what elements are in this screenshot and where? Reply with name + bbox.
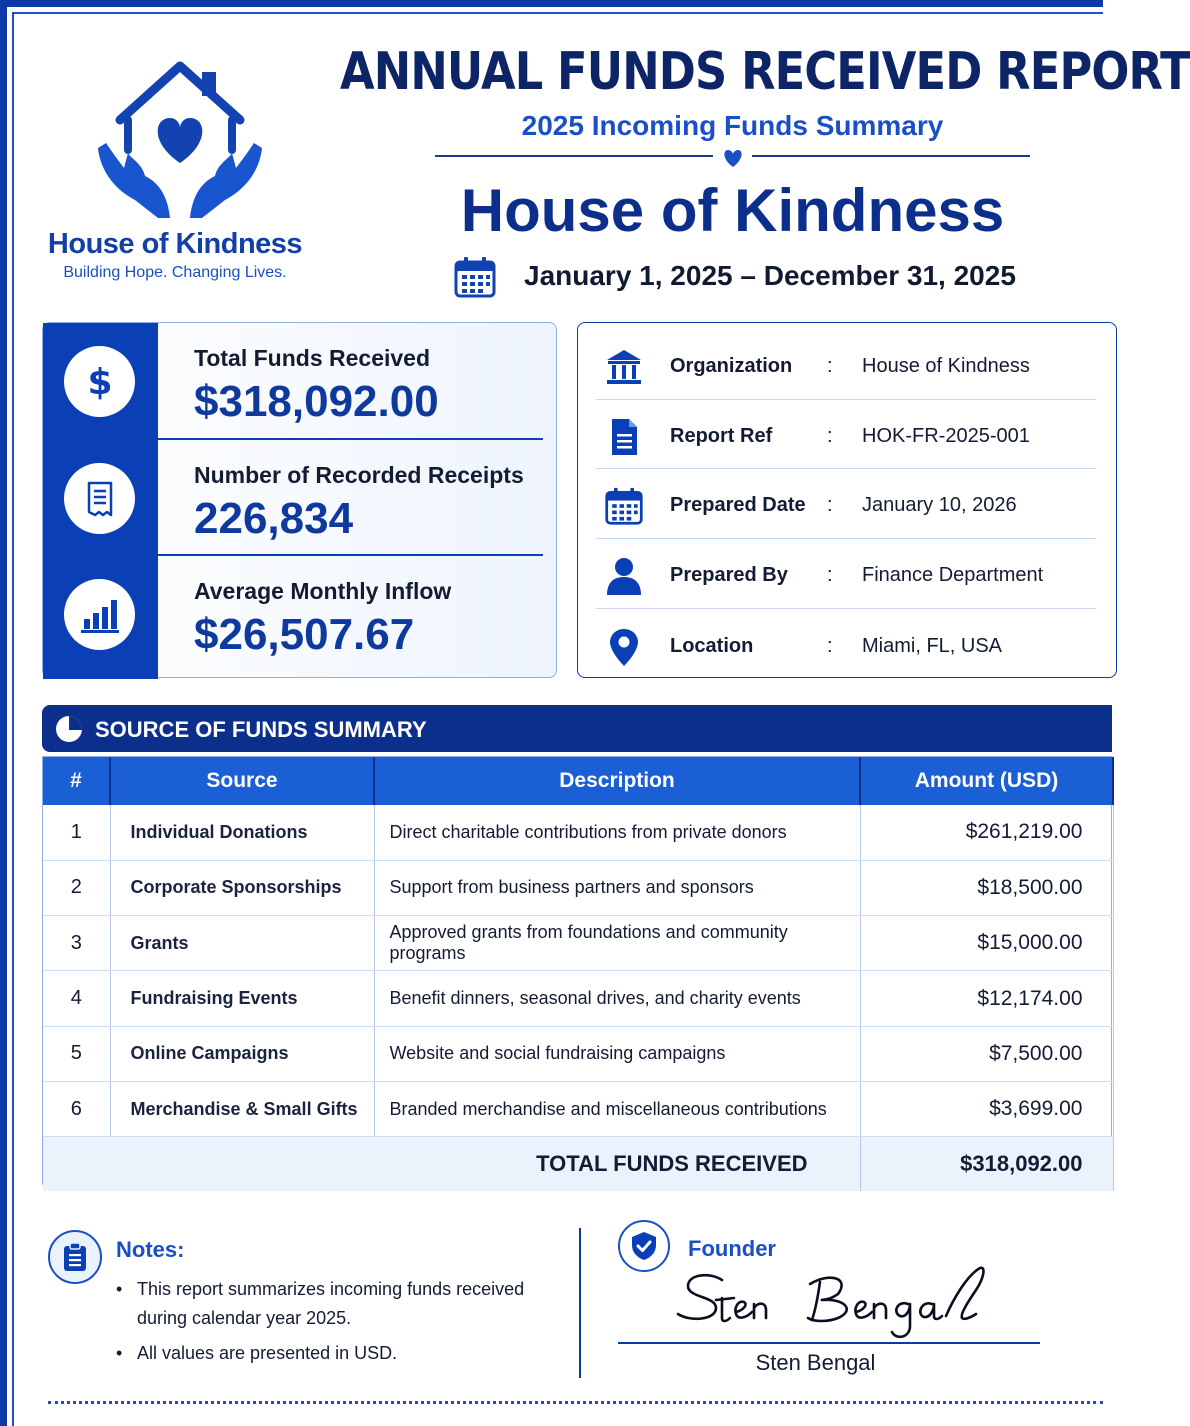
stat-icon-circle	[64, 463, 135, 534]
stat-label: Average Monthly Inflow	[194, 578, 452, 604]
row-source: Fundraising Events	[110, 971, 374, 1026]
info-separator: :	[827, 635, 833, 657]
frame-border-left	[0, 0, 7, 1426]
signature-line	[618, 1342, 1040, 1344]
frame-inner-line-left	[12, 12, 14, 1426]
row-description: Approved grants from foundations and community programs	[374, 916, 860, 971]
organization-logo	[40, 58, 320, 298]
table-row	[43, 971, 1113, 1026]
document-icon	[604, 417, 644, 457]
info-row-prepared-by	[596, 540, 1096, 610]
row-number: 6	[43, 1081, 110, 1136]
row-number: 3	[43, 916, 110, 971]
column-header-number: #	[43, 757, 110, 805]
row-description: Support from business partners and sponsors	[374, 860, 860, 915]
frame-border-top	[0, 0, 1103, 7]
row-source: Grants	[110, 916, 374, 971]
report-subtitle: 2025 Incoming Funds Summary	[521, 110, 944, 141]
notes-title: Notes:	[116, 1237, 185, 1262]
stat-label: Total Funds Received	[194, 345, 431, 371]
stat-icon-circle	[64, 579, 135, 650]
row-description: Benefit dinners, seasonal drives, and charity events	[374, 971, 860, 1026]
info-divider	[596, 468, 1096, 469]
info-divider	[596, 608, 1096, 609]
total-label: TOTAL FUNDS RECEIVED	[43, 1137, 860, 1191]
column-header-amount: Amount (USD)	[860, 757, 1113, 805]
info-value: HOK-FR-2025-001	[862, 425, 1030, 447]
row-amount: $7,500.00	[860, 1026, 1113, 1081]
table-row	[43, 1026, 1113, 1081]
section-title: SOURCE OF FUNDS SUMMARY	[95, 717, 427, 742]
location-pin-icon	[604, 627, 644, 667]
frame-inner-line-top	[12, 12, 1103, 14]
info-row-organization	[596, 331, 1096, 401]
logo-tagline: Building Hope. Changing Lives.	[63, 264, 287, 281]
row-number: 5	[43, 1026, 110, 1081]
summary-stats-panel	[42, 322, 557, 678]
receipt-icon	[80, 479, 120, 519]
house-hands-heart-icon	[90, 58, 270, 223]
row-number: 2	[43, 860, 110, 915]
divider-line-right	[752, 155, 1030, 157]
pie-chart-icon	[54, 714, 84, 744]
stat-average-monthly-inflow	[43, 556, 558, 672]
stat-value: $26,507.67	[194, 610, 415, 659]
row-amount: $12,174.00	[860, 971, 1113, 1026]
table-row	[43, 916, 1113, 971]
info-label: Report Ref	[670, 425, 773, 447]
calendar-icon	[453, 255, 497, 299]
source-section-header	[42, 705, 1112, 752]
info-value: House of Kindness	[862, 355, 1030, 377]
logo-name: House of Kindness	[47, 228, 303, 260]
column-header-source: Source	[110, 757, 374, 805]
info-divider	[596, 399, 1096, 400]
organization-title: House of Kindness	[460, 177, 1005, 244]
info-separator: :	[827, 425, 833, 447]
table-row	[43, 1081, 1113, 1136]
notes-list	[116, 1275, 546, 1374]
report-title: ANNUAL FUNDS RECEIVED REPORT	[340, 42, 1190, 102]
row-number: 1	[43, 805, 110, 860]
svg-text:$: $	[86, 361, 113, 403]
row-source: Online Campaigns	[110, 1026, 374, 1081]
row-amount: $261,219.00	[860, 805, 1113, 860]
calendar-icon	[604, 486, 644, 526]
row-source: Individual Donations	[110, 805, 374, 860]
row-source: Corporate Sponsorships	[110, 860, 374, 915]
table-row	[43, 860, 1113, 915]
stat-value: $318,092.00	[194, 377, 439, 426]
report-info-panel	[577, 322, 1117, 678]
clipboard-icon	[61, 1242, 89, 1272]
row-source: Merchandise & Small Gifts	[110, 1081, 374, 1136]
bank-icon	[604, 347, 644, 387]
shield-check-icon	[630, 1231, 658, 1261]
info-value: January 10, 2026	[862, 494, 1017, 516]
note-item: • All values are presented in USD.	[116, 1339, 546, 1368]
founder-title: Founder	[688, 1236, 776, 1261]
info-label: Location	[670, 635, 754, 657]
stat-total-funds	[43, 323, 558, 439]
stat-recorded-receipts	[43, 440, 558, 556]
table-header-row	[43, 757, 1113, 805]
notes-icon-badge	[48, 1230, 102, 1284]
info-value: Finance Department	[862, 564, 1044, 586]
row-amount: $18,500.00	[860, 860, 1113, 915]
person-icon	[604, 556, 644, 596]
row-amount: $15,000.00	[860, 916, 1113, 971]
row-description: Branded merchandise and miscellaneous contributions	[374, 1081, 860, 1136]
info-value: Miami, FL, USA	[862, 635, 1003, 657]
stat-label: Number of Recorded Receipts	[194, 462, 524, 488]
stat-icon-circle	[64, 346, 135, 417]
column-header-description: Description	[374, 757, 860, 805]
handwritten-signature	[660, 1262, 1000, 1342]
info-row-prepared-date	[596, 470, 1096, 540]
info-label: Organization	[670, 355, 793, 377]
note-item: • This report summarizes incoming funds received during calendar year 2025.	[116, 1275, 546, 1333]
table-row	[43, 805, 1113, 860]
row-description: Website and social fundraising campaigns	[374, 1026, 860, 1081]
bar-chart-icon	[78, 595, 122, 635]
divider-line-left	[435, 155, 713, 157]
dollar-icon	[80, 362, 120, 402]
signatory-name: Sten Bengal	[755, 1350, 876, 1375]
heart-icon	[722, 148, 744, 168]
info-separator: :	[827, 355, 833, 377]
info-label: Prepared Date	[670, 494, 806, 516]
row-description: Direct charitable contributions from private donors	[374, 805, 860, 860]
info-row-report-ref	[596, 401, 1096, 471]
info-separator: :	[827, 494, 833, 516]
footer-divider	[579, 1228, 581, 1378]
info-divider	[596, 538, 1096, 539]
info-separator: :	[827, 564, 833, 586]
row-amount: $3,699.00	[860, 1081, 1113, 1136]
table-total-row	[43, 1137, 1113, 1191]
info-label: Prepared By	[670, 564, 788, 586]
footer-dotted-border	[48, 1401, 1103, 1404]
total-amount: $318,092.00	[860, 1137, 1113, 1191]
source-of-funds-table	[42, 756, 1112, 1190]
info-row-location	[596, 611, 1096, 681]
stat-value: 226,834	[194, 494, 354, 543]
row-number: 4	[43, 971, 110, 1026]
report-period: January 1, 2025 – December 31, 2025	[524, 260, 1016, 291]
